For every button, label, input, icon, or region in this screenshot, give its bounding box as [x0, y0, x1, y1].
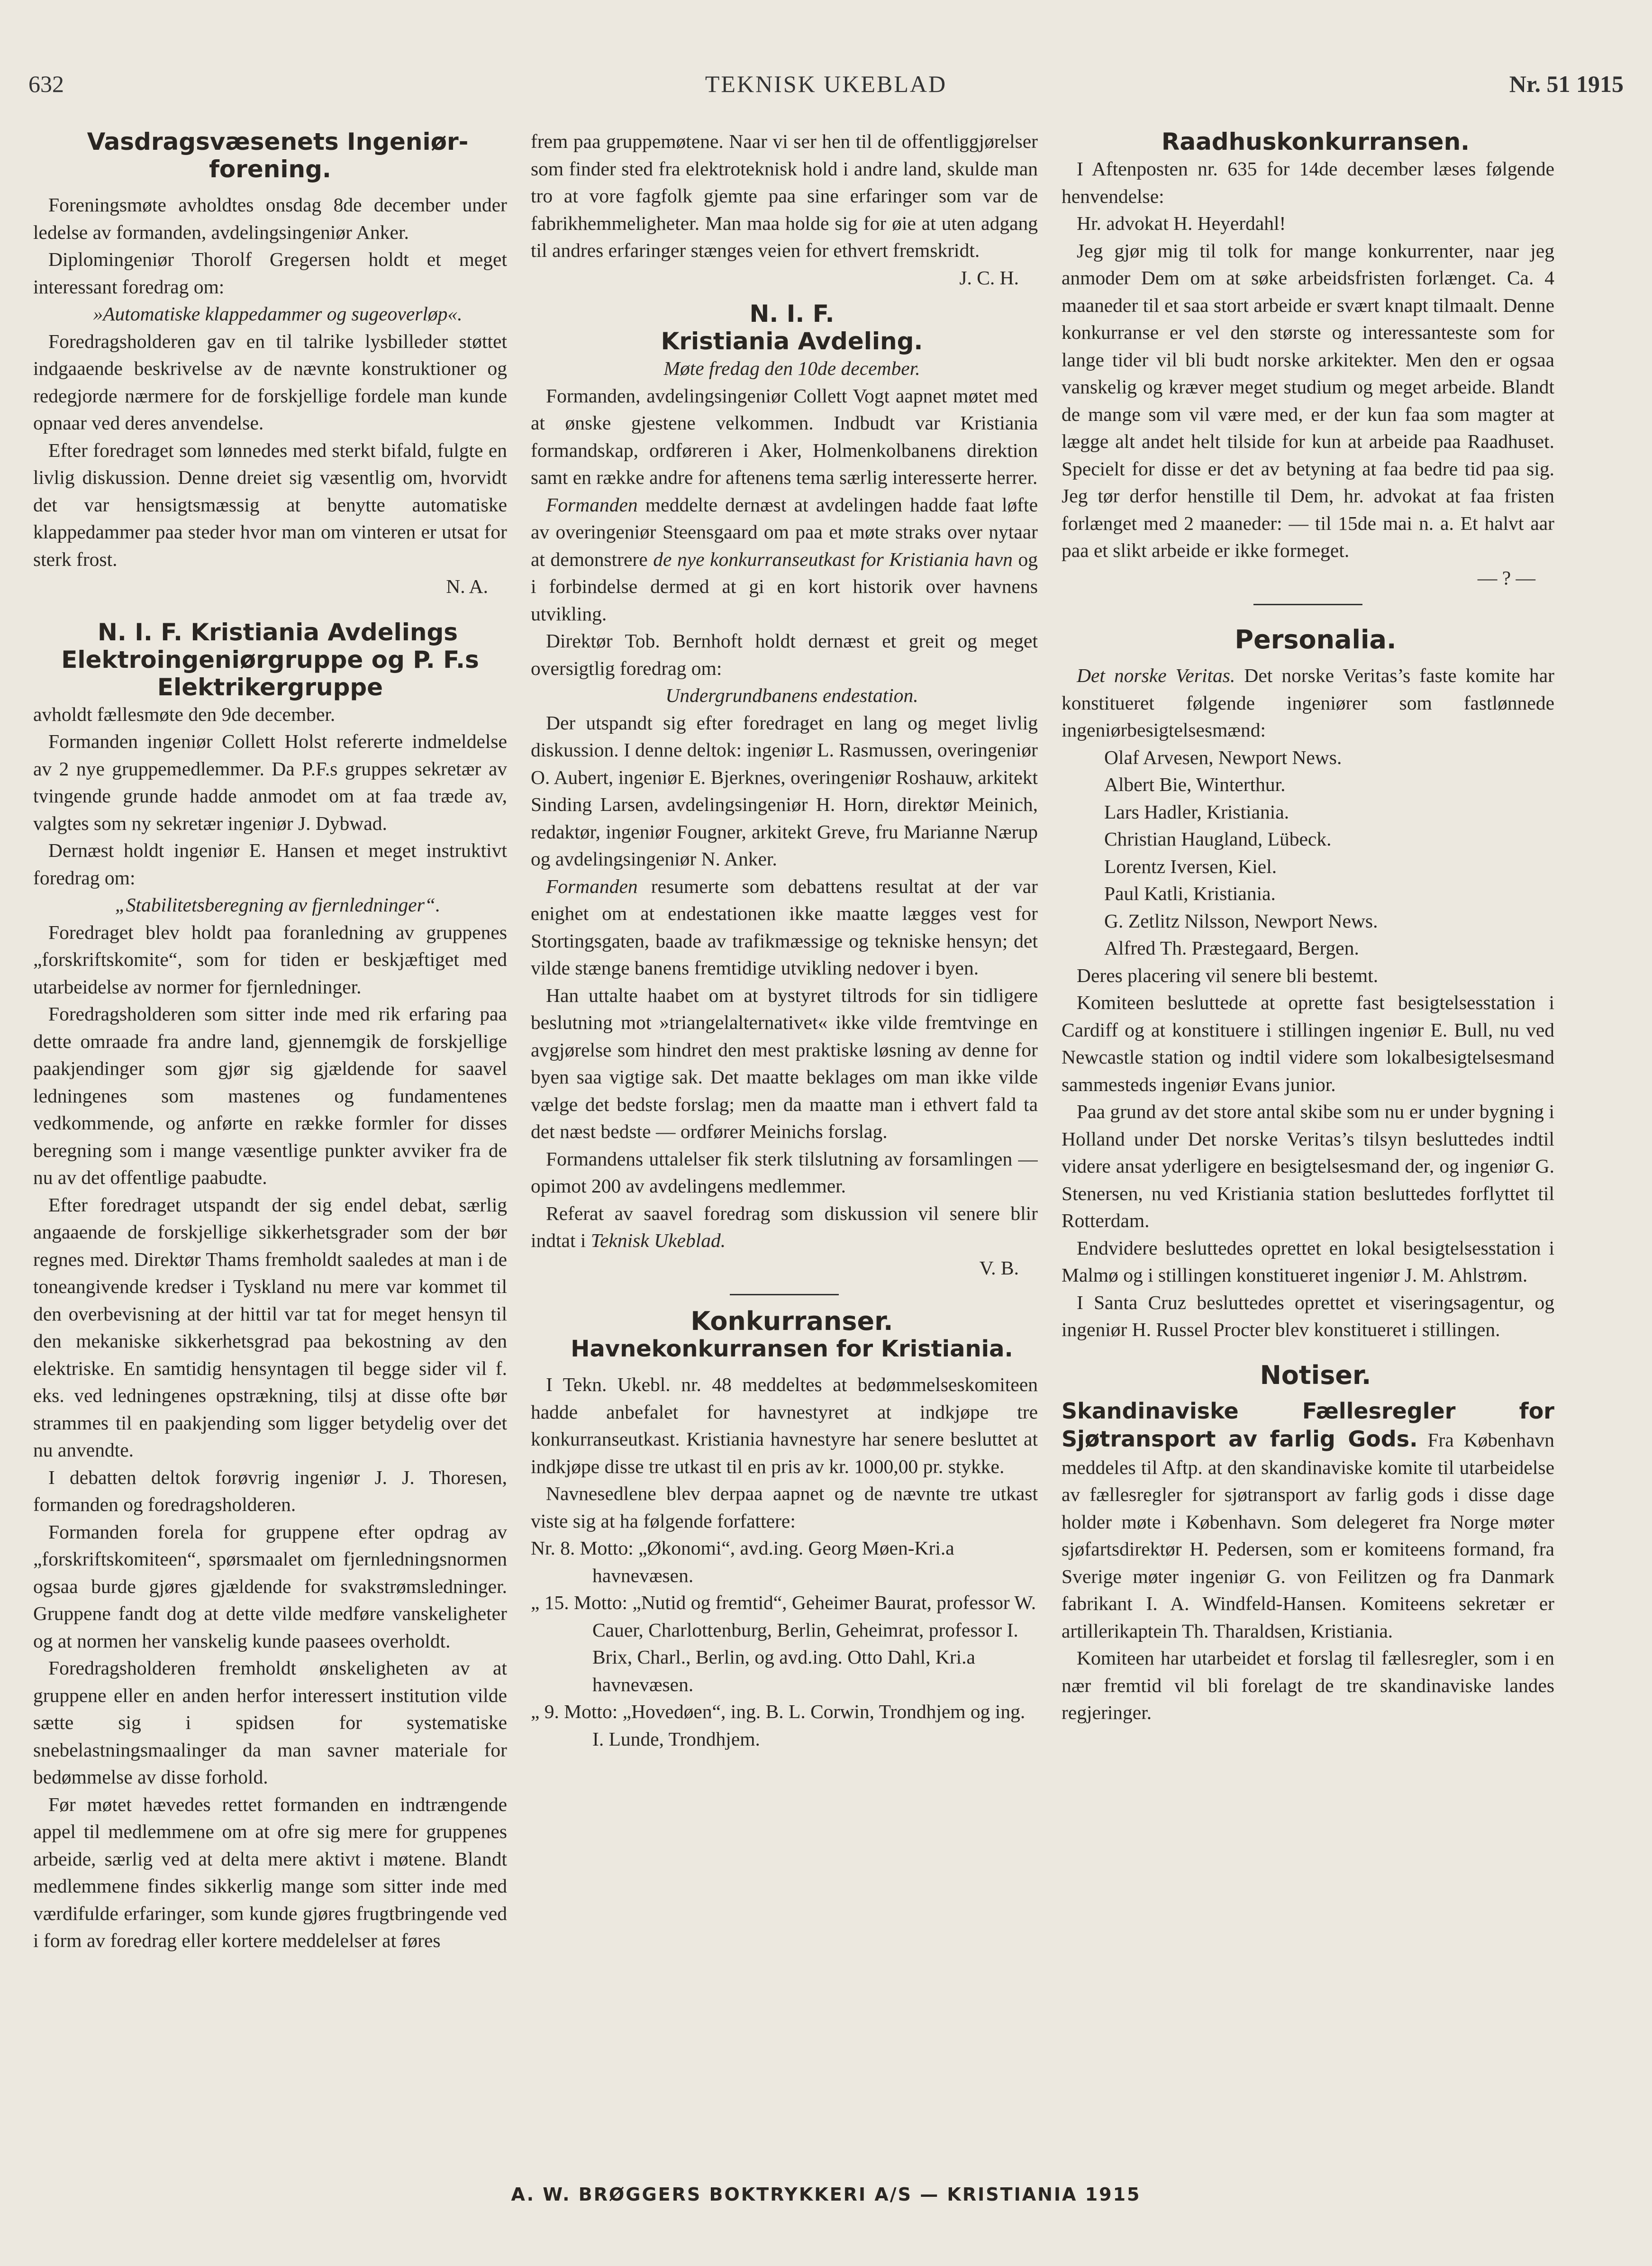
- paragraph: Hr. advokat H. Heyerdahl!: [1077, 212, 1286, 234]
- paragraph: Direktør Tob. Bernhoft holdt dernæst et greit og meget oversigtlig foredrag om:: [531, 630, 1038, 679]
- paragraph: I Aftenposten nr. 635 for 14de december læses følgende henvendelse:: [1062, 158, 1554, 207]
- signature: V. B.: [979, 1256, 1019, 1279]
- italic-text: de nye konkurranseutkast for Kristiania havn: [653, 548, 1013, 570]
- list-item: „ 9. Motto: „Hovedøen“, ing. B. L. Corwin, Trondhjem og ing. I. Lunde, Trondhjem.: [531, 1701, 1026, 1750]
- paragraph: Dernæst holdt ingeniør E. Hansen et meget instruktivt foredrag om:: [33, 839, 507, 889]
- divider: [730, 1294, 839, 1295]
- heading-raadhuskonkurransen: Raadhuskonkurransen.: [1161, 128, 1470, 155]
- paragraph: Formanden forela for gruppene efter opdrag av „forskriftskomiteen“, spørsmaalet om fjernledningsnormen ogsaa burde gjøres gjældende for svakstrømsledninger. Gruppene fandt dog at dette vilde medføre vanskeligheter og at normen her vanskelig kunde paasees overholdt.: [33, 1520, 507, 1652]
- paragraph: [531, 1200, 1038, 1255]
- paragraph: Efter foredraget som lønnedes med sterkt bifald, fulgte en livlig diskussion. Denne dreiet sig væsentlig om, hvorvidt det var hensigtsmæssig at benytte automatiske klappedammer paa steder hvor man om vinteren er utsat for sterk frost.: [33, 439, 507, 570]
- paragraph: Diplomingeniør Thorolf Gregersen holdt et meget interessant foredrag om:: [33, 248, 507, 298]
- text: Referat av saavel foredrag som diskussion vil senere blir indtat i: [531, 1202, 1038, 1251]
- page-number: 632: [28, 71, 64, 97]
- list-item: G. Zetlitz Nilsson, Newport News.: [1104, 910, 1378, 932]
- italic-text: Det norske Veritas.: [1077, 664, 1235, 686]
- paragraph: I debatten deltok forøvrig ingeniør J. J. Thoresen, formanden og foredragsholderen.: [33, 1466, 507, 1515]
- paragraph: Formanden, avdelingsingeniør Collett Vogt aapnet møtet med at ønske gjestene velkommen. Indbudt var Kristiania formandskap, ordføreren i Aker, Holmenkolbanens direktion samt en række andre for aftenens tema særlig interesserte herrer.: [531, 384, 1038, 488]
- list-item: Albert Bie, Winterthur.: [1104, 774, 1286, 795]
- list-item: Christian Haugland, Lübeck.: [1104, 828, 1332, 850]
- heading-nif-elektro: N. I. F. Kristiania Avdelings Elektroingeniørgruppe og P. F.s Elektrikergruppe: [61, 618, 479, 701]
- paragraph: [531, 491, 1038, 628]
- column-right: [1062, 128, 1554, 2161]
- heading-havnekonkurransen: Havnekonkurransen for Kristiania.: [571, 1336, 1013, 1362]
- paragraph: Formanden ingeniør Collett Holst refererte indmeldelse av 2 nye gruppemedlemmer. Da P.F.s gruppes sekretær av tvingende grunde hadde anmodet om at faa træde av, valgtes som ny sekretær ingeniør J. Dybwad.: [33, 730, 507, 834]
- italic-text: Formanden: [546, 493, 638, 516]
- paragraph: Paa grund av det store antal skibe som nu er under bygning i Holland under Det norske Veritas’s tilsyn besluttedes indtil videre ansat yderligere en besigtelsesmand der, og ingeniør G. Stenersen, nu ved Kristiania station besluttedes forflyttet til Rotterdam.: [1062, 1101, 1554, 1231]
- name-list: [1062, 744, 1554, 962]
- paragraph: I Tekn. Ukebl. nr. 48 meddeltes at bedømmelseskomiteen hadde anbefalet for havnestyret at indkjøpe tre konkurranseutkast. Kristiania havnestyre har senere besluttet at indkjøpe disse tre utkast til en pris av kr. 1000,00 pr. stykke.: [531, 1374, 1038, 1477]
- heading-kristiania-avdeling: Kristiania Avdeling.: [661, 328, 923, 355]
- paragraph: Komiteen besluttede at oprette fast besigtelsesstation i Cardiff og at konstituere i stillingen ingeniør E. Bull, nu ved Newcastle station og indtil videre som lokalbesigtelsesmand sammesteds ingeniør Evans junior.: [1062, 992, 1554, 1095]
- paragraph: Formandens uttalelser fik sterk tilslutning av forsamlingen — opimot 200 av avdelingens medlemmer.: [531, 1147, 1038, 1197]
- talk-title: Undergrundbanens endestation.: [665, 684, 918, 706]
- divider: [1253, 604, 1362, 605]
- text: resumerte som debattens resultat at der var enighet om at endestationen ikke maatte lægges vest for Stortingsgaten, baade av trafikmæssige og tekniske hensyn; det vilde stænge banens fremtidige utvikling nedover i byen.: [531, 875, 1038, 979]
- paragraph: Jeg gjør mig til tolk for mange konkurrenter, naar jeg anmoder Dem om at søke arbeidsfristen forlænget. Ca. 4 maaneder til et saa stort arbeide er svært knapt tilmaalt. Denne konkurranse er vel den største og interessanteste som for lange tider vil bli budt norske arkitekter. Men den er ogsaa vanskelig og kræver meget studium og meget arbeide. Blandt de mange som vil være med, er der kun faa som magter at lægge alt andet helt tilside for kun at arbeide paa Raadhuset. Specielt for disse er det av betyning at faa bedre tid paa sig. Jeg tør derfor henstille til Dem, hr. advokat at faa fristen forlænget med 2 maaneder: — til 15de mai n. a. Et halvt aar paa et slikt arbeide er ikke formeget.: [1062, 239, 1554, 561]
- paragraph: I Santa Cruz besluttedes oprettet et viseringsagentur, og ingeniør H. Russel Procter blev konstitueret i stillingen.: [1062, 1291, 1554, 1340]
- paragraph: Foreningsmøte avholdtes onsdag 8de december under ledelse av formanden, avdelingsingeniør Anker.: [33, 194, 507, 243]
- paragraph: Deres placering vil senere bli bestemt.: [1077, 964, 1379, 986]
- text: og i forbindelse dermed at gi en kort historik over havnens utvikling.: [531, 548, 1038, 625]
- paragraph: Der utspandt sig efter foredraget en lang og meget livlig diskussion. I denne deltok: ingeniør L. Rasmussen, overingeniør O. Aubert, ingeniør E. Bjerknes, overingeniør Roshauw, arkitekt Sinding Larsen, avdelingsingeniør H. Horn, direktør Meinich, redaktør, ingeniør Fougner, arkitekt Greve, fru Marianne Nærup og avdelingsingeniør N. Anker.: [531, 711, 1038, 870]
- list-item: Paul Katli, Kristiania.: [1104, 883, 1276, 904]
- signature: — ? —: [1477, 566, 1535, 589]
- paragraph: frem paa gruppemøtene. Naar vi ser hen til de offentliggjørelser som finder sted fra elektroteknisk hold i andre land, skulde man tro at vore fagfolk gjemte paa sine erfaringer som var de fabrikhemmeligheter. Man maa holde sig for øie at uten adgang til andres erfaringer stænges veien for ethvert fremskridt.: [531, 130, 1038, 261]
- italic-text: Teknisk Ukeblad.: [590, 1229, 726, 1251]
- text: Det norske Veritas’s faste komite har konstitueret følgende ingeniører som fastlønnede ingeniørbesigtelsesmænd:: [1062, 664, 1554, 741]
- paragraph: Foredragsholderen som sitter inde med rik erfaring paa dette omraade fra andre land, gjennemgik de forskjellige paakjendinger som gjør sig gjældende for saavel ledningenes som mastenes og fundamentenes vedkommende, og anførte en række formler for disses beregning som i mange væsentlige punkter avviker fra de nu av det offentlige paabudte.: [33, 1003, 507, 1188]
- heading-nif: N. I. F.: [749, 300, 835, 328]
- list-item: Lorentz Iversen, Kiel.: [1104, 855, 1277, 877]
- meeting-date: Møte fredag den 10de december.: [663, 357, 920, 379]
- text: meddelte dernæst at avdelingen hadde faat løfte av overingeniør Steensgaard om paa et møte straks over nytaar at demonstrere: [531, 493, 1038, 570]
- list-item: „ 15. Motto: „Nutid og fremtid“, Geheimer Baurat, professor W. Cauer, Charlottenburg, Berlin, Geheimrat, professor I. Brix, Charl., Berlin, og avd.ing. Otto Dahl, Kri.a havnevæsen.: [531, 1592, 1036, 1695]
- heading-notiser: Notiser.: [1260, 1360, 1371, 1390]
- paragraph: Komiteen har utarbeidet et forslag til fællesregler, som i en nær fremtid vil bli forelagt de tre skandinaviske landes regjeringer.: [1062, 1647, 1554, 1723]
- paragraph: Navnesedlene blev derpaa aapnet og de nævnte tre utkast viste sig at ha følgende forfattere:: [531, 1483, 1038, 1532]
- talk-title: »Automatiske klappedammer og sugeoverløp«.: [93, 303, 463, 325]
- heading-konkurranser: Konkurranser.: [690, 1306, 893, 1336]
- paragraph: avholdt fællesmøte den 9de december.: [33, 703, 336, 725]
- italic-text: Formanden: [546, 875, 638, 897]
- list-item: Alfred Th. Præstegaard, Bergen.: [1104, 937, 1359, 959]
- paragraph: Foredragsholderen fremholdt ønskeligheten av at gruppene eller en anden herfor interessert institution vilde sætte sig i spidsen for systematiske snebelastningsmaalinger da man savner materiale for bedømmelse av disse forhold.: [33, 1657, 507, 1788]
- issue-number: Nr. 51 1915: [1509, 71, 1624, 97]
- paragraph: [1062, 662, 1554, 744]
- column-middle: [531, 128, 1038, 2161]
- heading-vasdrag: Vasdragsvæsenets Ingeniør-forening.: [87, 128, 469, 183]
- paragraph: Foredragsholderen gav en til talrike lysbilleder støttet indgaaende beskrivelse av de nævnte konstruktioner og redegjorde nærmere for de forskjellige fordele man kunde opnaar ved deres anvendelse.: [33, 330, 507, 434]
- paragraph: Han uttalte haabet om at bystyret tiltrods for sin tidligere beslutning mot »triangelalternativet« ikke vilde fremtvinge en avgjørelse som hindret den mest praktiske løsning av denne for byen saa vigtige sak. Det maatte beklages om man ikke vilde vælge det bedste forslag; men da maatte man i ethvert fald ta det næst bedste — ordfører Meinichs forslag.: [531, 984, 1038, 1142]
- paragraph: [531, 873, 1038, 982]
- list-item: Olaf Arvesen, Newport News.: [1104, 746, 1342, 768]
- signature: J. C. H.: [959, 266, 1019, 289]
- column-left: [33, 128, 507, 2161]
- talk-title: „Stabilitetsberegning av fjernledninger“.: [115, 894, 441, 916]
- list-item: Nr. 8. Motto: „Økonomi“, avd.ing. Georg Møen-Kri.a havnevæsen.: [531, 1537, 954, 1586]
- signature: N. A.: [446, 575, 488, 597]
- heading-personalia: Personalia.: [1234, 625, 1397, 655]
- printer-imprint: A. W. BRØGGERS BOKTRYKKERI A/S — KRISTIANIA 1915: [511, 2184, 1141, 2205]
- paragraph: Før møtet hævedes rettet formanden en indtrængende appel til medlemmene om at ofre sig mere for gruppenes arbeide, særlig ved at delta mere aktivt i møtene. Blandt medlemmene findes sikkerlig mange som sitter inde med værdifulde erfaringer, som kunde gjøres frugtbringende ved i form av foredrag eller kortere meddelelser at føres: [33, 1793, 507, 1951]
- heading-skandinaviske-faellesregler: Skandinaviske Fællesregler for Sjøtransport av farlig Gods.: [1062, 1398, 1554, 1452]
- paragraph: Endvidere besluttedes oprettet en lokal besigtelsesstation i Malmø og i stillingen konstitueret ingeniør J. M. Ahlstrøm.: [1062, 1237, 1554, 1286]
- paragraph: Foredraget blev holdt paa foranledning av gruppenes „forskriftskomite“, som for tiden er beskjæftiget med utarbeidelse av normer for fjernledninger.: [33, 921, 507, 998]
- list-item: Lars Hadler, Kristiania.: [1104, 801, 1289, 823]
- journal-title: TEKNISK UKEBLAD: [705, 71, 947, 97]
- paragraph: Efter foredraget utspandt der sig endel debat, særlig angaaende de forskjellige sikkerhetsgrader som der bør regnes med. Direktør Thams fremholdt saaledes at man i de toneangivende kredser i Tyskland nu mere var kommet til den overbevisning at der hittil var tat for meget hensyn til den mekaniske sikkerhetsgrad paa bekostning av den elektriske. En samtidig hensyntagen til begge sider vil f. eks. ved ledningenes opstrækning, tilsj at disse ofte bør strammes til en paakjending som ligger betydelig over det nu anvendte.: [33, 1193, 507, 1461]
- text: Fra København meddeles til Aftp. at den skandinaviske komite til utarbeidelse av fællesregler for sjøtransport av farlig gods i disse dage holder møte i København. Som delegeret fra Norge møter sjøfartsdirektør H. Pedersen, som er komiteens formand, fra Sverige møter ingeniør G. von Feilitzen og fra Danmark fabrikant I. A. Windfeld-Hansen. Komiteens sekretær er artillerikaptein Th. Tharaldsen, Kristiania.: [1062, 1429, 1554, 1642]
